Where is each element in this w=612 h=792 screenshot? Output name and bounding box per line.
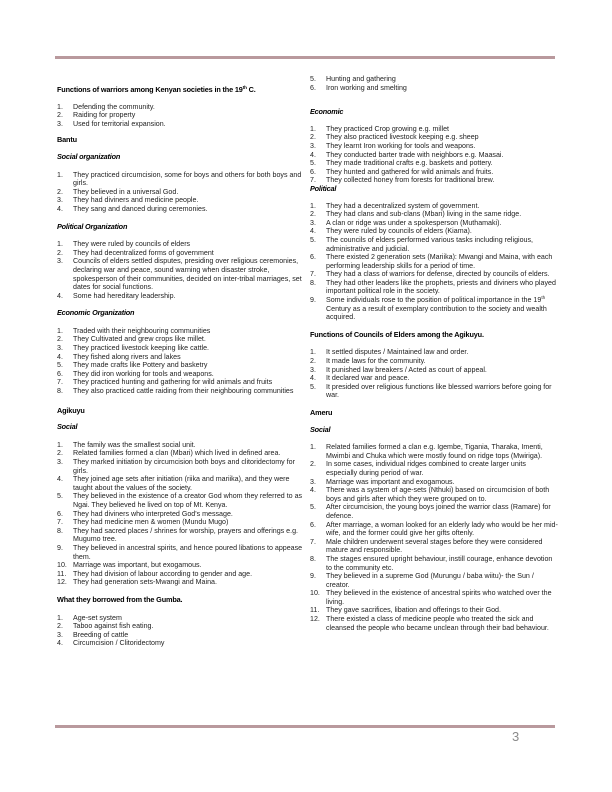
list-text: They had diviners who interpreted God's message. — [73, 509, 233, 518]
list-number: 1. — [310, 443, 316, 452]
list-item: 9. Some individuals rose to the position of political importance in the 19th Century as a result of exemplary contribution to the society and wealth acquired. — [310, 295, 547, 322]
list-text: They sang and danced during ceremonies. — [73, 204, 208, 213]
list-text: They practiced circumcision, some for boys and others for both boys and girls. — [73, 170, 302, 188]
list-item: 6. Iron working and smelting — [310, 83, 407, 92]
list-number: 1. — [57, 326, 63, 335]
header-rule — [55, 56, 555, 59]
list-text: They joined age sets after initiation (riika and mariika), and they were taught about the values of the society. — [73, 475, 290, 492]
list-text: It presided over religious functions like blessed warriors before going for war. — [326, 382, 552, 400]
list-number: 8. — [57, 526, 63, 535]
list-text: Some had hereditary leadership. — [73, 291, 176, 300]
list-text: Used for territorial expansion. — [73, 119, 166, 128]
agikuyu-economic-list — [310, 125, 558, 185]
list-number: 3. — [57, 630, 63, 639]
list-text: They believed in ancestral spirits, and hence poured libations to appease them. — [73, 543, 303, 561]
agikuyu-heading: Agikuyu — [57, 405, 85, 415]
list-number: 5. — [57, 492, 63, 501]
list-number: 1. — [310, 124, 316, 133]
list-text: There existed a class of medicine people who treated the sick and cleansed the people who became unclean through their bad behaviour. — [326, 615, 549, 632]
list-text: They conducted barter trade with neighbors e.g. Maasai. — [326, 150, 504, 159]
list-number: 6. — [310, 253, 316, 262]
list-item — [310, 159, 558, 168]
list-number: 3. — [57, 344, 63, 353]
list-number: 6. — [57, 369, 63, 378]
list-text: In some cases, individual ridges combined to create larger units especially during period of war. — [326, 460, 526, 477]
list-item — [57, 631, 307, 640]
agikuyu-social-heading: Social — [57, 422, 78, 432]
list-text: They had decentralized forms of government — [73, 248, 214, 257]
list-number: 5. — [310, 235, 316, 244]
list-item — [310, 589, 558, 606]
list-item — [57, 370, 307, 379]
list-item — [57, 614, 307, 623]
page-number: 3 — [512, 729, 520, 744]
list-item — [310, 133, 558, 142]
list-number: 2. — [57, 187, 63, 196]
list-item — [310, 443, 558, 460]
list-item — [57, 361, 307, 370]
list-number: 8. — [57, 387, 63, 396]
list-text: It punished law breakers / Acted as court of appeal. — [326, 365, 487, 374]
list-item — [57, 570, 307, 579]
list-item — [57, 103, 307, 112]
list-item — [310, 486, 558, 503]
councils-list — [310, 348, 558, 400]
list-item — [57, 344, 307, 353]
list-number: 3. — [57, 119, 63, 128]
list-number: 2. — [310, 133, 316, 142]
list-item — [57, 449, 307, 458]
list-item — [310, 555, 558, 572]
list-item — [310, 253, 558, 270]
list-number: 1. — [310, 348, 316, 357]
list-text: They had diviners and medicine people. — [73, 196, 199, 205]
bantu-economic-heading: Economic Organization — [57, 308, 135, 318]
list-number: 4. — [310, 374, 316, 383]
list-item — [310, 176, 558, 185]
list-number: 1. — [310, 201, 316, 210]
list-text: There was a system of age-sets (Nthuki) based on circumcision of both boys and girls after which they were grouped on to. — [326, 486, 550, 503]
list-text: It made laws for the community. — [326, 357, 426, 366]
list-text: Raiding for property — [73, 111, 136, 120]
agikuyu-economic-heading: Economic — [310, 107, 344, 117]
list-text: Councils of elders settled disputes, presiding over religious ceremonies, declaring war and peace, sound warning when disaster stroke, spokesperson of their communities, decided on inter-tribal marriages, set dates for social functions. — [73, 257, 302, 292]
list-item — [310, 210, 558, 219]
bantu-political-heading: Political Organization — [57, 221, 128, 231]
list-item — [310, 521, 558, 538]
agikuyu-political-list — [310, 202, 558, 297]
bantu-social-heading: Social organization — [57, 151, 121, 161]
list-number: 2. — [57, 248, 63, 257]
list-number: 11. — [57, 569, 67, 578]
list-item — [310, 168, 558, 177]
list-item — [310, 366, 558, 375]
list-text: It settled disputes / Maintained law and order. — [326, 348, 469, 357]
list-text: A clan or ridge was under a spokesperson (Muthamaki). — [326, 218, 502, 227]
list-item — [57, 387, 307, 396]
list-text: They were ruled by councils of elders (Kiama). — [326, 227, 472, 236]
list-text: They collected honey from forests for traditional brew. — [326, 176, 495, 185]
list-text: They did iron working for tools and weapons. — [73, 369, 214, 378]
councils-heading: Functions of Councils of Elders among the Agikuyu. — [310, 329, 484, 339]
list-item — [310, 374, 558, 383]
list-text: The councils of elders performed various tasks including religious, administrative and judicial. — [326, 235, 534, 253]
list-item — [57, 561, 307, 570]
gumba-heading: What they borrowed from the Gumba. — [57, 594, 183, 604]
bantu-economic-list — [57, 327, 307, 396]
list-text: They made crafts like Pottery and basketry — [73, 361, 208, 370]
list-item — [310, 219, 558, 228]
list-number: 12. — [57, 578, 67, 587]
list-item — [310, 348, 558, 357]
list-text: They had generation sets-Mwangi and Maina. — [73, 578, 217, 587]
list-number: 10. — [57, 561, 67, 570]
list-text: The stages ensured upright behaviour, instill courage, enhance devotion to the community etc. — [326, 554, 553, 572]
list-number: 4. — [310, 227, 316, 236]
agikuyu-political-heading: Political — [310, 183, 337, 193]
list-text: They also practiced cattle raiding from their neighbouring communities — [73, 387, 294, 396]
list-text: They marked initiation by circumcision both boys and clitoridectomy for girls. — [73, 458, 295, 475]
list-number: 11. — [310, 606, 320, 615]
list-text: Marriage was important and exogamous. — [326, 477, 455, 486]
list-number: 6. — [57, 509, 63, 518]
list-text: They had a class of warriors for defense, directed by councils of elders. — [326, 270, 550, 279]
list-number: 4. — [57, 639, 63, 648]
list-number: 2. — [57, 335, 63, 344]
list-text: There existed 2 generation sets (Mariika): Mwangi and Maina, with each performing leadership skills for a period of time. — [326, 253, 553, 270]
list-item — [57, 249, 307, 258]
list-text: They were ruled by councils of elders — [73, 240, 191, 249]
list-text: They practiced livestock keeping like cattle. — [73, 344, 210, 353]
list-text: Marriage was important, but exogamous. — [73, 561, 202, 570]
list-item — [310, 279, 558, 296]
list-item — [57, 205, 307, 214]
list-text: They had medicine men & women (Mundu Mugo) — [73, 518, 229, 527]
list-item — [57, 292, 307, 301]
list-item — [310, 503, 558, 520]
list-item — [57, 458, 307, 475]
list-number: 6. — [310, 520, 316, 529]
list-item — [310, 227, 558, 236]
list-item — [310, 383, 558, 400]
list-text: They Cultivated and grew crops like millet. — [73, 335, 206, 344]
list-text: They had a decentralized system of government. — [326, 201, 480, 210]
list-item — [57, 622, 307, 631]
right-column — [310, 75, 558, 632]
list-item — [57, 353, 307, 362]
list-number: 4. — [310, 150, 316, 159]
list-item — [57, 441, 307, 450]
bantu-social-list — [57, 171, 307, 214]
list-item — [310, 270, 558, 279]
list-number: 3. — [310, 141, 316, 150]
agikuyu-social-list — [57, 441, 307, 587]
list-number: 5. — [310, 382, 316, 391]
list-number: 1. — [57, 240, 63, 249]
list-number: 3. — [57, 458, 63, 466]
list-number: 3. — [310, 218, 316, 227]
list-item — [57, 544, 307, 561]
list-number: 4. — [57, 352, 63, 361]
list-item — [57, 378, 307, 387]
left-column — [57, 84, 307, 648]
list-text: Related families formed a clan e.g. Igembe, Tigania, Tharaka, Imenti, Mwimbi and Chuka which were mostly found on ridge tops (Mwiriga). — [326, 443, 543, 460]
list-item — [57, 335, 307, 344]
list-text: They had division of labour according to gender and age. — [73, 569, 253, 578]
list-item — [310, 572, 558, 589]
list-number: 5. — [310, 503, 316, 512]
list-number: 1. — [57, 102, 63, 111]
list-number: 3. — [310, 365, 316, 374]
list-item — [57, 518, 307, 527]
list-item — [310, 538, 558, 555]
list-text: They practiced Crop growing e.g. millet — [326, 124, 450, 133]
list-number: 7. — [57, 378, 63, 387]
list-item — [57, 527, 307, 544]
list-item — [57, 171, 307, 188]
continued-list — [310, 75, 558, 92]
list-text: After marriage, a woman looked for an elderly lady who would be her mid-wife, and the former could give her gifts oftenly. — [326, 520, 558, 538]
list-text: After circumcision, the young boys joined the warrior class (Ramare) for defence. — [326, 503, 551, 520]
list-number: 4. — [57, 291, 63, 300]
list-text: They hunted and gathered for wild animals and fruits. — [326, 167, 494, 176]
list-number: 4. — [310, 486, 316, 495]
list-text: Traded with their neighbouring communities — [73, 326, 211, 335]
list-text: Related families formed a clan (Mbari) which lived in defined area. — [73, 449, 281, 458]
list-text: They fished along rivers and lakes — [73, 352, 181, 361]
agikuyu-political-item-9 — [310, 296, 558, 322]
ameru-social-list — [310, 443, 558, 632]
list-number: 6. — [310, 167, 316, 176]
warriors-list — [57, 103, 307, 129]
list-number: 2. — [310, 210, 316, 219]
list-text: They believed in the existence of a creator God whom they referred to as Ngai. They believed he lived on top of Mt. Kenya. — [73, 492, 303, 509]
list-number: 9. — [310, 572, 316, 581]
list-number: 3. — [57, 257, 63, 266]
list-text: They also practiced livestock keeping e.g. sheep — [326, 133, 479, 142]
list-item — [57, 240, 307, 249]
list-item — [310, 202, 558, 211]
list-item — [57, 475, 307, 492]
list-item — [57, 188, 307, 197]
list-number: 2. — [57, 449, 63, 458]
list-number: 1. — [57, 170, 63, 179]
ameru-heading: Ameru — [310, 408, 333, 417]
list-text: They had other leaders like the prophets, priests and diviners who played important political role in the society. — [326, 278, 556, 296]
list-text: They believed in a universal God. — [73, 187, 179, 196]
list-number: 2. — [57, 622, 63, 631]
list-number: 1. — [57, 613, 63, 622]
list-number: 2. — [57, 111, 63, 120]
list-text: Taboo against fish eating. — [73, 622, 154, 631]
list-number: 2. — [310, 357, 316, 366]
list-item — [57, 120, 307, 129]
list-item — [310, 478, 558, 487]
list-item — [57, 111, 307, 120]
list-text: They believed in a supreme God (Murungu / baba wiitu)- the Sun / creator. — [326, 572, 534, 589]
warriors-heading: Functions of warriors among Kenyan societies in the 19th C. — [57, 85, 256, 94]
list-number: 7. — [57, 518, 63, 527]
list-text: They had sacred places / shrines for worship, prayers and offerings e.g. Mugumo tree. — [73, 526, 299, 544]
list-item — [310, 151, 558, 160]
list-item — [57, 492, 307, 509]
list-item — [57, 257, 307, 291]
list-number: 7. — [310, 176, 316, 185]
list-number: 8. — [310, 554, 316, 563]
list-item: 5. Hunting and gathering — [310, 75, 396, 83]
list-number: 3. — [310, 477, 316, 486]
list-number: 5. — [57, 361, 63, 370]
list-text: It declared war and peace. — [326, 374, 410, 383]
footer-rule — [55, 725, 555, 728]
list-number: 7. — [310, 537, 316, 546]
list-text: The family was the smallest social unit. — [73, 440, 196, 449]
list-text: Circumcision / Clitoridectomy — [73, 639, 165, 648]
list-item — [310, 142, 558, 151]
list-number: 7. — [310, 270, 316, 279]
list-number: 12. — [310, 615, 320, 624]
list-item — [310, 236, 558, 253]
list-number: 10. — [310, 589, 320, 598]
list-item — [310, 615, 558, 632]
list-text: They believed in the existence of ancestral spirits who watched over the living. — [326, 589, 552, 606]
list-text: They made traditional crafts e.g. baskets and pottery. — [326, 159, 493, 168]
list-text: Breeding of cattle — [73, 630, 129, 639]
list-text: They learnt Iron working for tools and weapons. — [326, 141, 476, 150]
list-number: 2. — [310, 460, 316, 469]
list-number: 4. — [57, 475, 63, 484]
list-text: Defending the community. — [73, 102, 155, 111]
list-text: Male children underwent several stages before they were considered mature and responsible. — [326, 537, 543, 555]
list-item — [310, 606, 558, 615]
list-number: 3. — [57, 196, 63, 205]
list-number: 8. — [310, 278, 316, 287]
list-item — [57, 578, 307, 587]
list-number: 1. — [57, 440, 63, 449]
ameru-social-heading: Social — [310, 424, 331, 434]
list-item — [310, 357, 558, 366]
list-item — [57, 327, 307, 336]
list-text: They gave sacrifices, libation and offerings to their God. — [326, 606, 501, 615]
list-item — [57, 639, 307, 648]
bantu-heading: Bantu — [57, 135, 77, 145]
bantu-political-list — [57, 240, 307, 300]
list-item — [57, 196, 307, 205]
list-text: Age-set system — [73, 613, 122, 622]
list-text: They had clans and sub-clans (Mbari) living in the same ridge. — [326, 210, 522, 219]
list-item — [310, 125, 558, 134]
list-item — [310, 460, 558, 477]
list-number: 5. — [310, 159, 316, 168]
list-item — [57, 510, 307, 519]
list-number: 4. — [57, 204, 63, 213]
list-text: They practiced hunting and gathering for wild animals and fruits — [73, 378, 273, 387]
list-number: 9. — [57, 543, 63, 552]
gumba-list — [57, 614, 307, 648]
